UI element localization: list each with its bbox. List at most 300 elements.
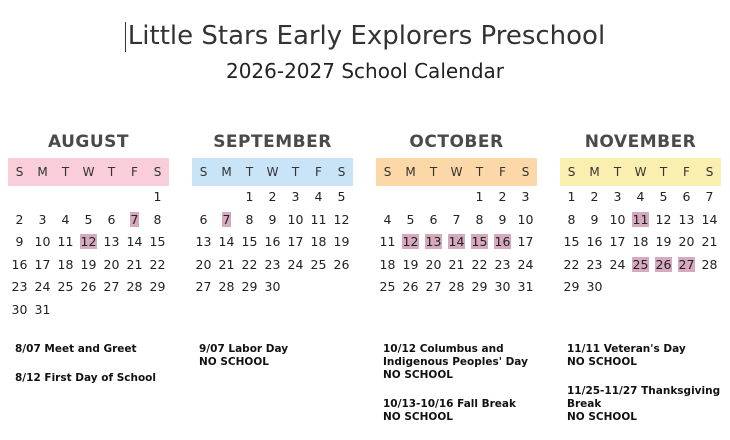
day-number: 16 bbox=[264, 234, 281, 249]
day-number: 14 bbox=[701, 211, 718, 227]
day-number: 30 bbox=[586, 279, 603, 294]
day-grid bbox=[8, 186, 169, 321]
day-number: 25 bbox=[379, 279, 396, 294]
day-cell bbox=[675, 231, 698, 254]
highlighted-day bbox=[445, 231, 468, 254]
day-cell bbox=[100, 276, 123, 299]
day-number: 29 bbox=[241, 279, 258, 294]
day-cell bbox=[422, 254, 445, 277]
day-number: 13 bbox=[195, 234, 212, 249]
day-number: 12 bbox=[402, 234, 419, 249]
day-cell bbox=[606, 231, 629, 254]
day-cell bbox=[606, 186, 629, 209]
highlighted-day bbox=[629, 209, 652, 232]
day-cell bbox=[629, 231, 652, 254]
day-cell bbox=[468, 276, 491, 299]
day-number: 16 bbox=[11, 256, 28, 272]
day-cell bbox=[215, 276, 238, 299]
calendar-header bbox=[0, 18, 730, 84]
day-number: 5 bbox=[406, 211, 415, 227]
day-cell bbox=[192, 209, 215, 232]
day-cell bbox=[238, 231, 261, 254]
day-cell bbox=[8, 254, 31, 277]
highlighted-day bbox=[215, 209, 238, 232]
day-cell bbox=[468, 209, 491, 232]
day-cell bbox=[376, 231, 399, 254]
event-note-line: Break bbox=[567, 398, 602, 410]
day-number: 15 bbox=[471, 234, 488, 249]
day-cell bbox=[100, 209, 123, 232]
day-cell bbox=[514, 186, 537, 209]
day-cell bbox=[491, 186, 514, 209]
day-cell bbox=[100, 231, 123, 254]
day-number: 11 bbox=[57, 234, 74, 249]
highlighted-day bbox=[652, 254, 675, 277]
weekday-label: S bbox=[15, 165, 24, 179]
day-cell bbox=[330, 254, 353, 277]
day-number: 17 bbox=[517, 234, 534, 249]
day-number: 31 bbox=[517, 279, 534, 294]
day-cell bbox=[146, 186, 169, 209]
day-number: 16 bbox=[586, 234, 603, 249]
empty-day-cell bbox=[8, 186, 31, 209]
weekday-label: S bbox=[153, 165, 162, 179]
day-cell bbox=[123, 231, 146, 254]
day-cell bbox=[560, 231, 583, 254]
day-cell bbox=[238, 209, 261, 232]
notes-november bbox=[567, 343, 730, 440]
event-note-line: 8/12 First Day of School bbox=[15, 372, 156, 384]
day-cell bbox=[77, 209, 100, 232]
day-cell bbox=[54, 209, 77, 232]
day-cell bbox=[698, 254, 721, 277]
highlighted-day bbox=[422, 231, 445, 254]
day-cell bbox=[307, 231, 330, 254]
event-note-line: 11/11 Veteran's Day bbox=[567, 343, 686, 355]
day-cell bbox=[583, 209, 606, 232]
calendar-subtitle: 2026-2027 School Calendar bbox=[225, 59, 505, 83]
day-number: 4 bbox=[636, 189, 645, 204]
day-number: 24 bbox=[287, 256, 304, 272]
day-cell bbox=[307, 186, 330, 209]
day-number: 24 bbox=[609, 256, 626, 272]
day-cell bbox=[146, 209, 169, 232]
day-number: 10 bbox=[517, 211, 534, 227]
day-number: 1 bbox=[567, 189, 576, 204]
weekday-label: M bbox=[589, 165, 600, 179]
day-number: 15 bbox=[563, 234, 580, 249]
day-number: 5 bbox=[84, 211, 93, 227]
day-cell bbox=[284, 186, 307, 209]
weekday-label: F bbox=[499, 165, 506, 179]
day-number: 22 bbox=[149, 256, 166, 272]
day-number: 2 bbox=[498, 189, 507, 204]
day-cell bbox=[330, 186, 353, 209]
day-number: 26 bbox=[333, 256, 350, 272]
weekday-label: S bbox=[337, 165, 346, 179]
weekday-label: M bbox=[37, 165, 48, 179]
day-number: 18 bbox=[379, 256, 396, 272]
weekday-label: T bbox=[429, 165, 438, 179]
day-number: 21 bbox=[218, 256, 235, 272]
day-cell bbox=[376, 209, 399, 232]
weekday-header bbox=[192, 158, 353, 186]
day-cell bbox=[54, 231, 77, 254]
day-number: 23 bbox=[264, 256, 281, 272]
empty-day-cell bbox=[54, 186, 77, 209]
event-note-line: 9/07 Labor Day bbox=[199, 343, 289, 355]
empty-day-cell bbox=[399, 186, 422, 209]
weekday-label: T bbox=[475, 165, 484, 179]
day-cell bbox=[54, 254, 77, 277]
day-cell bbox=[675, 186, 698, 209]
notes-october bbox=[383, 343, 548, 440]
day-cell bbox=[123, 254, 146, 277]
day-number: 28 bbox=[701, 256, 718, 272]
day-number: 27 bbox=[195, 279, 212, 294]
day-number: 9 bbox=[15, 234, 24, 249]
day-cell bbox=[330, 231, 353, 254]
day-number: 4 bbox=[61, 211, 70, 227]
day-cell bbox=[514, 276, 537, 299]
weekday-label: S bbox=[199, 165, 208, 179]
day-grid bbox=[560, 186, 721, 299]
weekday-label: S bbox=[567, 165, 576, 179]
day-cell bbox=[146, 231, 169, 254]
day-cell bbox=[583, 254, 606, 277]
day-number: 3 bbox=[38, 211, 47, 227]
day-cell bbox=[261, 209, 284, 232]
month-name: AUGUST bbox=[47, 132, 130, 152]
day-number: 1 bbox=[475, 189, 484, 204]
day-cell bbox=[8, 231, 31, 254]
month-august bbox=[8, 130, 169, 321]
day-number: 25 bbox=[57, 279, 74, 294]
day-grid bbox=[192, 186, 353, 299]
day-cell bbox=[215, 231, 238, 254]
weekday-label: F bbox=[131, 165, 138, 179]
day-cell bbox=[8, 276, 31, 299]
day-number: 27 bbox=[425, 279, 442, 294]
day-cell bbox=[491, 254, 514, 277]
day-cell bbox=[31, 209, 54, 232]
month-name: NOVEMBER bbox=[584, 132, 697, 152]
day-number: 20 bbox=[103, 256, 120, 272]
day-cell bbox=[675, 209, 698, 232]
day-number: 10 bbox=[287, 211, 304, 227]
day-number: 23 bbox=[494, 256, 511, 272]
empty-day-cell bbox=[192, 186, 215, 209]
text-cursor bbox=[125, 22, 126, 52]
event-note-line: NO SCHOOL bbox=[383, 369, 453, 381]
day-number: 25 bbox=[310, 256, 327, 272]
day-number: 13 bbox=[425, 234, 442, 249]
day-cell bbox=[54, 276, 77, 299]
day-cell bbox=[422, 276, 445, 299]
day-number: 28 bbox=[126, 279, 143, 294]
month-september bbox=[192, 130, 353, 299]
notes-september bbox=[199, 343, 364, 385]
empty-day-cell bbox=[31, 186, 54, 209]
highlighted-day bbox=[399, 231, 422, 254]
day-number: 27 bbox=[103, 279, 120, 294]
weekday-label: S bbox=[705, 165, 714, 179]
event-note bbox=[383, 398, 548, 424]
day-number: 4 bbox=[383, 211, 392, 227]
day-number: 1 bbox=[245, 189, 254, 204]
day-cell bbox=[146, 254, 169, 277]
empty-day-cell bbox=[215, 186, 238, 209]
day-number: 24 bbox=[34, 279, 51, 294]
day-cell bbox=[560, 276, 583, 299]
day-cell bbox=[238, 254, 261, 277]
day-number: 15 bbox=[149, 234, 166, 249]
day-cell bbox=[468, 254, 491, 277]
weekday-label: T bbox=[613, 165, 622, 179]
weekday-label: T bbox=[61, 165, 70, 179]
highlighted-day bbox=[629, 254, 652, 277]
day-cell bbox=[629, 186, 652, 209]
day-cell bbox=[100, 254, 123, 277]
day-cell bbox=[445, 276, 468, 299]
day-number: 17 bbox=[609, 234, 626, 249]
month-name: SEPTEMBER bbox=[213, 132, 332, 152]
day-cell bbox=[445, 209, 468, 232]
day-number: 31 bbox=[34, 301, 51, 317]
empty-day-cell bbox=[77, 186, 100, 209]
day-cell bbox=[307, 209, 330, 232]
event-note-line: NO SCHOOL bbox=[567, 411, 637, 423]
event-note-line: 8/07 Meet and Greet bbox=[15, 343, 137, 355]
weekday-label: M bbox=[405, 165, 416, 179]
day-number: 21 bbox=[701, 234, 718, 249]
weekday-label: W bbox=[634, 165, 647, 179]
day-cell bbox=[514, 254, 537, 277]
day-cell bbox=[514, 231, 537, 254]
day-cell bbox=[514, 209, 537, 232]
day-cell bbox=[376, 254, 399, 277]
day-number: 11 bbox=[379, 234, 396, 249]
weekday-header bbox=[560, 158, 721, 186]
day-cell bbox=[284, 209, 307, 232]
day-number: 8 bbox=[245, 211, 254, 227]
day-number: 10 bbox=[609, 211, 626, 227]
day-number: 19 bbox=[333, 234, 350, 249]
day-number: 28 bbox=[218, 279, 235, 294]
day-number: 2 bbox=[268, 189, 277, 204]
day-cell bbox=[31, 231, 54, 254]
day-number: 6 bbox=[199, 211, 208, 227]
day-cell bbox=[583, 231, 606, 254]
day-number: 26 bbox=[80, 279, 97, 294]
day-number: 29 bbox=[471, 279, 488, 294]
day-number: 8 bbox=[153, 211, 162, 227]
event-note-line: 10/12 Columbus and bbox=[383, 343, 504, 355]
day-cell bbox=[698, 209, 721, 232]
event-note bbox=[15, 372, 180, 385]
day-cell bbox=[422, 209, 445, 232]
day-cell bbox=[560, 209, 583, 232]
day-number: 30 bbox=[494, 279, 511, 294]
day-cell bbox=[31, 276, 54, 299]
day-number: 5 bbox=[659, 189, 668, 204]
weekday-label: W bbox=[82, 165, 95, 179]
day-number: 16 bbox=[494, 234, 511, 249]
day-number: 17 bbox=[287, 234, 304, 249]
empty-day-cell bbox=[100, 186, 123, 209]
day-cell bbox=[652, 209, 675, 232]
day-cell bbox=[192, 254, 215, 277]
empty-day-cell bbox=[376, 186, 399, 209]
day-number: 12 bbox=[80, 234, 97, 249]
month-november bbox=[560, 130, 721, 299]
event-note bbox=[383, 343, 548, 382]
day-cell bbox=[698, 186, 721, 209]
event-note-line: 11/25-11/27 Thanksgiving bbox=[567, 385, 721, 397]
empty-day-cell bbox=[123, 186, 146, 209]
day-number: 3 bbox=[521, 189, 530, 204]
day-number: 19 bbox=[402, 256, 419, 272]
day-number: 3 bbox=[613, 189, 622, 204]
month-name: OCTOBER bbox=[409, 132, 504, 152]
day-cell bbox=[399, 209, 422, 232]
day-number: 19 bbox=[80, 256, 97, 272]
day-number: 24 bbox=[517, 256, 534, 272]
day-number: 1 bbox=[153, 189, 162, 204]
day-cell bbox=[284, 254, 307, 277]
day-number: 6 bbox=[429, 211, 438, 227]
day-cell bbox=[146, 276, 169, 299]
event-note-line: NO SCHOOL bbox=[383, 411, 453, 423]
day-cell bbox=[284, 231, 307, 254]
day-number: 15 bbox=[241, 234, 258, 249]
day-number: 21 bbox=[126, 256, 143, 272]
day-number: 11 bbox=[632, 211, 649, 227]
empty-day-cell bbox=[445, 186, 468, 209]
event-note bbox=[199, 343, 364, 369]
day-number: 20 bbox=[678, 234, 695, 249]
day-number: 27 bbox=[678, 256, 695, 272]
weekday-label: T bbox=[107, 165, 116, 179]
day-number: 9 bbox=[498, 211, 507, 227]
day-number: 7 bbox=[222, 211, 231, 227]
day-cell bbox=[652, 231, 675, 254]
notes-august bbox=[15, 343, 180, 401]
day-number: 9 bbox=[590, 211, 599, 227]
day-number: 26 bbox=[655, 256, 672, 272]
day-grid bbox=[376, 186, 537, 299]
day-cell bbox=[123, 276, 146, 299]
day-cell bbox=[307, 254, 330, 277]
highlighted-day bbox=[77, 231, 100, 254]
event-note-line: Indigenous Peoples' Day bbox=[383, 356, 528, 368]
day-number: 7 bbox=[705, 189, 714, 204]
day-cell bbox=[698, 231, 721, 254]
day-cell bbox=[652, 186, 675, 209]
day-number: 26 bbox=[402, 279, 419, 294]
day-number: 8 bbox=[475, 211, 484, 227]
weekday-label: F bbox=[315, 165, 322, 179]
day-number: 18 bbox=[632, 234, 649, 249]
day-number: 5 bbox=[337, 189, 346, 204]
day-cell bbox=[399, 254, 422, 277]
weekday-header bbox=[376, 158, 537, 186]
day-number: 28 bbox=[448, 279, 465, 294]
day-number: 20 bbox=[425, 256, 442, 272]
day-number: 30 bbox=[264, 279, 281, 294]
day-cell bbox=[376, 276, 399, 299]
day-cell bbox=[583, 186, 606, 209]
day-cell bbox=[238, 276, 261, 299]
day-cell bbox=[445, 254, 468, 277]
day-cell bbox=[330, 209, 353, 232]
weekday-label: T bbox=[291, 165, 300, 179]
day-cell bbox=[606, 209, 629, 232]
day-cell bbox=[399, 276, 422, 299]
day-cell bbox=[491, 276, 514, 299]
day-number: 14 bbox=[126, 234, 143, 249]
weekday-label: S bbox=[383, 165, 392, 179]
day-number: 7 bbox=[130, 211, 139, 227]
day-number: 11 bbox=[310, 211, 327, 227]
day-number: 3 bbox=[291, 189, 300, 204]
day-number: 7 bbox=[452, 211, 461, 227]
day-cell bbox=[560, 254, 583, 277]
day-cell bbox=[606, 254, 629, 277]
empty-day-cell bbox=[422, 186, 445, 209]
day-cell bbox=[261, 231, 284, 254]
event-note bbox=[567, 385, 730, 424]
day-number: 17 bbox=[34, 256, 51, 272]
weekday-label: W bbox=[450, 165, 463, 179]
day-number: 6 bbox=[107, 211, 116, 227]
day-cell bbox=[583, 276, 606, 299]
event-note bbox=[15, 343, 180, 356]
day-number: 22 bbox=[563, 256, 580, 272]
day-cell bbox=[31, 254, 54, 277]
weekday-label: W bbox=[266, 165, 279, 179]
weekday-label: S bbox=[521, 165, 530, 179]
day-number: 9 bbox=[268, 211, 277, 227]
day-number: 23 bbox=[586, 256, 603, 272]
day-number: 25 bbox=[632, 256, 649, 272]
day-number: 14 bbox=[218, 234, 235, 249]
weekday-header bbox=[8, 158, 169, 186]
weekday-label: T bbox=[659, 165, 668, 179]
day-number: 18 bbox=[310, 234, 327, 249]
day-cell bbox=[77, 276, 100, 299]
day-number: 29 bbox=[149, 279, 166, 294]
day-number: 20 bbox=[195, 256, 212, 272]
day-cell bbox=[261, 186, 284, 209]
day-cell bbox=[215, 254, 238, 277]
day-number: 19 bbox=[655, 234, 672, 249]
highlighted-day bbox=[123, 209, 146, 232]
weekday-label: M bbox=[221, 165, 232, 179]
day-number: 12 bbox=[333, 211, 350, 227]
day-cell bbox=[261, 276, 284, 299]
day-number: 21 bbox=[448, 256, 465, 272]
day-number: 6 bbox=[682, 189, 691, 204]
day-cell bbox=[77, 254, 100, 277]
event-note-line: 10/13-10/16 Fall Break bbox=[383, 398, 516, 410]
day-cell bbox=[560, 186, 583, 209]
day-number: 2 bbox=[590, 189, 599, 204]
day-cell bbox=[468, 186, 491, 209]
day-number: 2 bbox=[15, 211, 24, 227]
day-cell bbox=[491, 209, 514, 232]
day-number: 30 bbox=[11, 301, 28, 317]
